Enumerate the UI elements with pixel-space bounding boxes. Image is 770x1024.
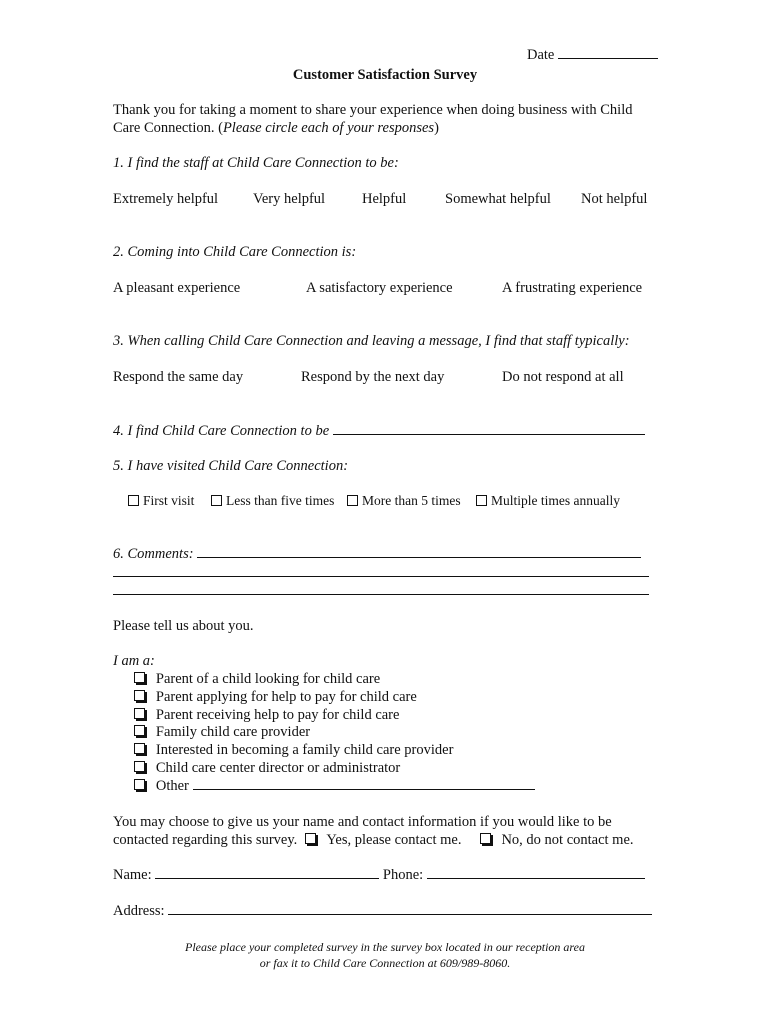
footer-line-2: or fax it to Child Care Connection at 609/989-8060. <box>259 956 511 970</box>
address-row <box>113 902 652 920</box>
iam-option[interactable]: Parent applying for help to pay for child care <box>134 688 417 706</box>
q3-option[interactable]: Do not respond at all <box>502 369 624 385</box>
address-label: Address: <box>113 903 165 919</box>
iam-label: I am a: <box>113 653 155 669</box>
question-5: 5. I have visited Child Care Connection: <box>113 458 349 474</box>
q1-option[interactable]: Not helpful <box>581 191 648 207</box>
question-3: 3. When calling Child Care Connection and leaving a message, I find that staff typically: <box>113 333 630 349</box>
checkbox-icon[interactable] <box>211 495 222 506</box>
q5-option-first-visit[interactable]: First visit <box>128 492 194 510</box>
phone-label: Phone: <box>382 867 424 883</box>
checkbox-icon[interactable] <box>128 495 139 506</box>
checkbox-icon[interactable] <box>134 690 145 701</box>
q5-option-multiple-annually[interactable]: Multiple times annually <box>476 492 620 510</box>
page-title: Customer Satisfaction Survey <box>292 67 478 83</box>
iam-option-other[interactable]: Other <box>134 777 535 795</box>
contact-no-option[interactable]: No, do not contact me. <box>480 832 634 848</box>
question-2: 2. Coming into Child Care Connection is: <box>113 244 357 260</box>
checkbox-icon[interactable] <box>480 833 491 844</box>
iam-option[interactable]: Interested in becoming a family child care provider <box>134 741 453 759</box>
date-label: Date <box>527 47 555 63</box>
checkbox-icon[interactable] <box>134 725 145 736</box>
about-heading: Please tell us about you. <box>113 618 254 634</box>
question-4: 4. I find Child Care Connection to be <box>113 422 645 440</box>
iam-option[interactable]: Parent receiving help to pay for child care <box>134 706 399 724</box>
checkbox-icon[interactable] <box>134 708 145 719</box>
contact-line-1: You may choose to give us your name and contact information if you would like to be <box>113 814 612 830</box>
name-line[interactable] <box>155 866 379 879</box>
phone-line[interactable] <box>427 866 645 879</box>
intro-line-2: Care Connection. (Please circle each of your responses) <box>113 120 439 136</box>
checkbox-icon[interactable] <box>134 761 145 772</box>
q3-option[interactable]: Respond by the next day <box>301 369 445 385</box>
checkbox-icon[interactable] <box>134 672 145 683</box>
date-field[interactable] <box>527 46 658 64</box>
q5-option-more-than-five[interactable]: More than 5 times <box>347 492 461 510</box>
checkbox-icon[interactable] <box>476 495 487 506</box>
checkbox-icon[interactable] <box>347 495 358 506</box>
q3-option[interactable]: Respond the same day <box>113 369 244 385</box>
q5-option-less-than-five[interactable]: Less than five times <box>211 492 334 510</box>
q2-option[interactable]: A pleasant experience <box>113 280 241 296</box>
iam-option[interactable]: Parent of a child looking for child care <box>134 670 380 688</box>
name-label: Name: <box>113 867 152 883</box>
question-6: 6. Comments: <box>113 545 641 563</box>
checkbox-icon[interactable] <box>305 833 316 844</box>
comments-line-3[interactable] <box>113 582 649 595</box>
comments-line-2[interactable] <box>113 564 649 577</box>
q1-option[interactable]: Extremely helpful <box>113 191 219 207</box>
q2-option[interactable]: A frustrating experience <box>502 280 643 296</box>
address-line[interactable] <box>168 902 652 915</box>
other-line[interactable] <box>193 777 535 790</box>
checkbox-icon[interactable] <box>134 743 145 754</box>
iam-option[interactable]: Child care center director or administrator <box>134 759 400 777</box>
date-line[interactable] <box>558 46 658 59</box>
iam-option[interactable]: Family child care provider <box>134 723 310 741</box>
intro-line-1: Thank you for taking a moment to share your experience when doing business with Child <box>113 102 633 118</box>
q2-option[interactable]: A satisfactory experience <box>306 280 453 296</box>
contact-line-2: contacted regarding this survey. Yes, please contact me. No, do not contact me. <box>113 832 634 848</box>
name-phone-row <box>113 866 645 884</box>
contact-yes-option[interactable]: Yes, please contact me. <box>305 832 462 848</box>
comments-line-1[interactable] <box>197 545 641 558</box>
q4-answer-line[interactable] <box>333 422 645 435</box>
question-1: 1. I find the staff at Child Care Connection to be: <box>113 155 399 171</box>
footer-line-1: Please place your completed survey in the survey box located in our reception area <box>185 940 585 954</box>
q1-option[interactable]: Somewhat helpful <box>445 191 551 207</box>
checkbox-icon[interactable] <box>134 779 145 790</box>
q1-option[interactable]: Helpful <box>362 191 407 207</box>
q1-option[interactable]: Very helpful <box>253 191 326 207</box>
